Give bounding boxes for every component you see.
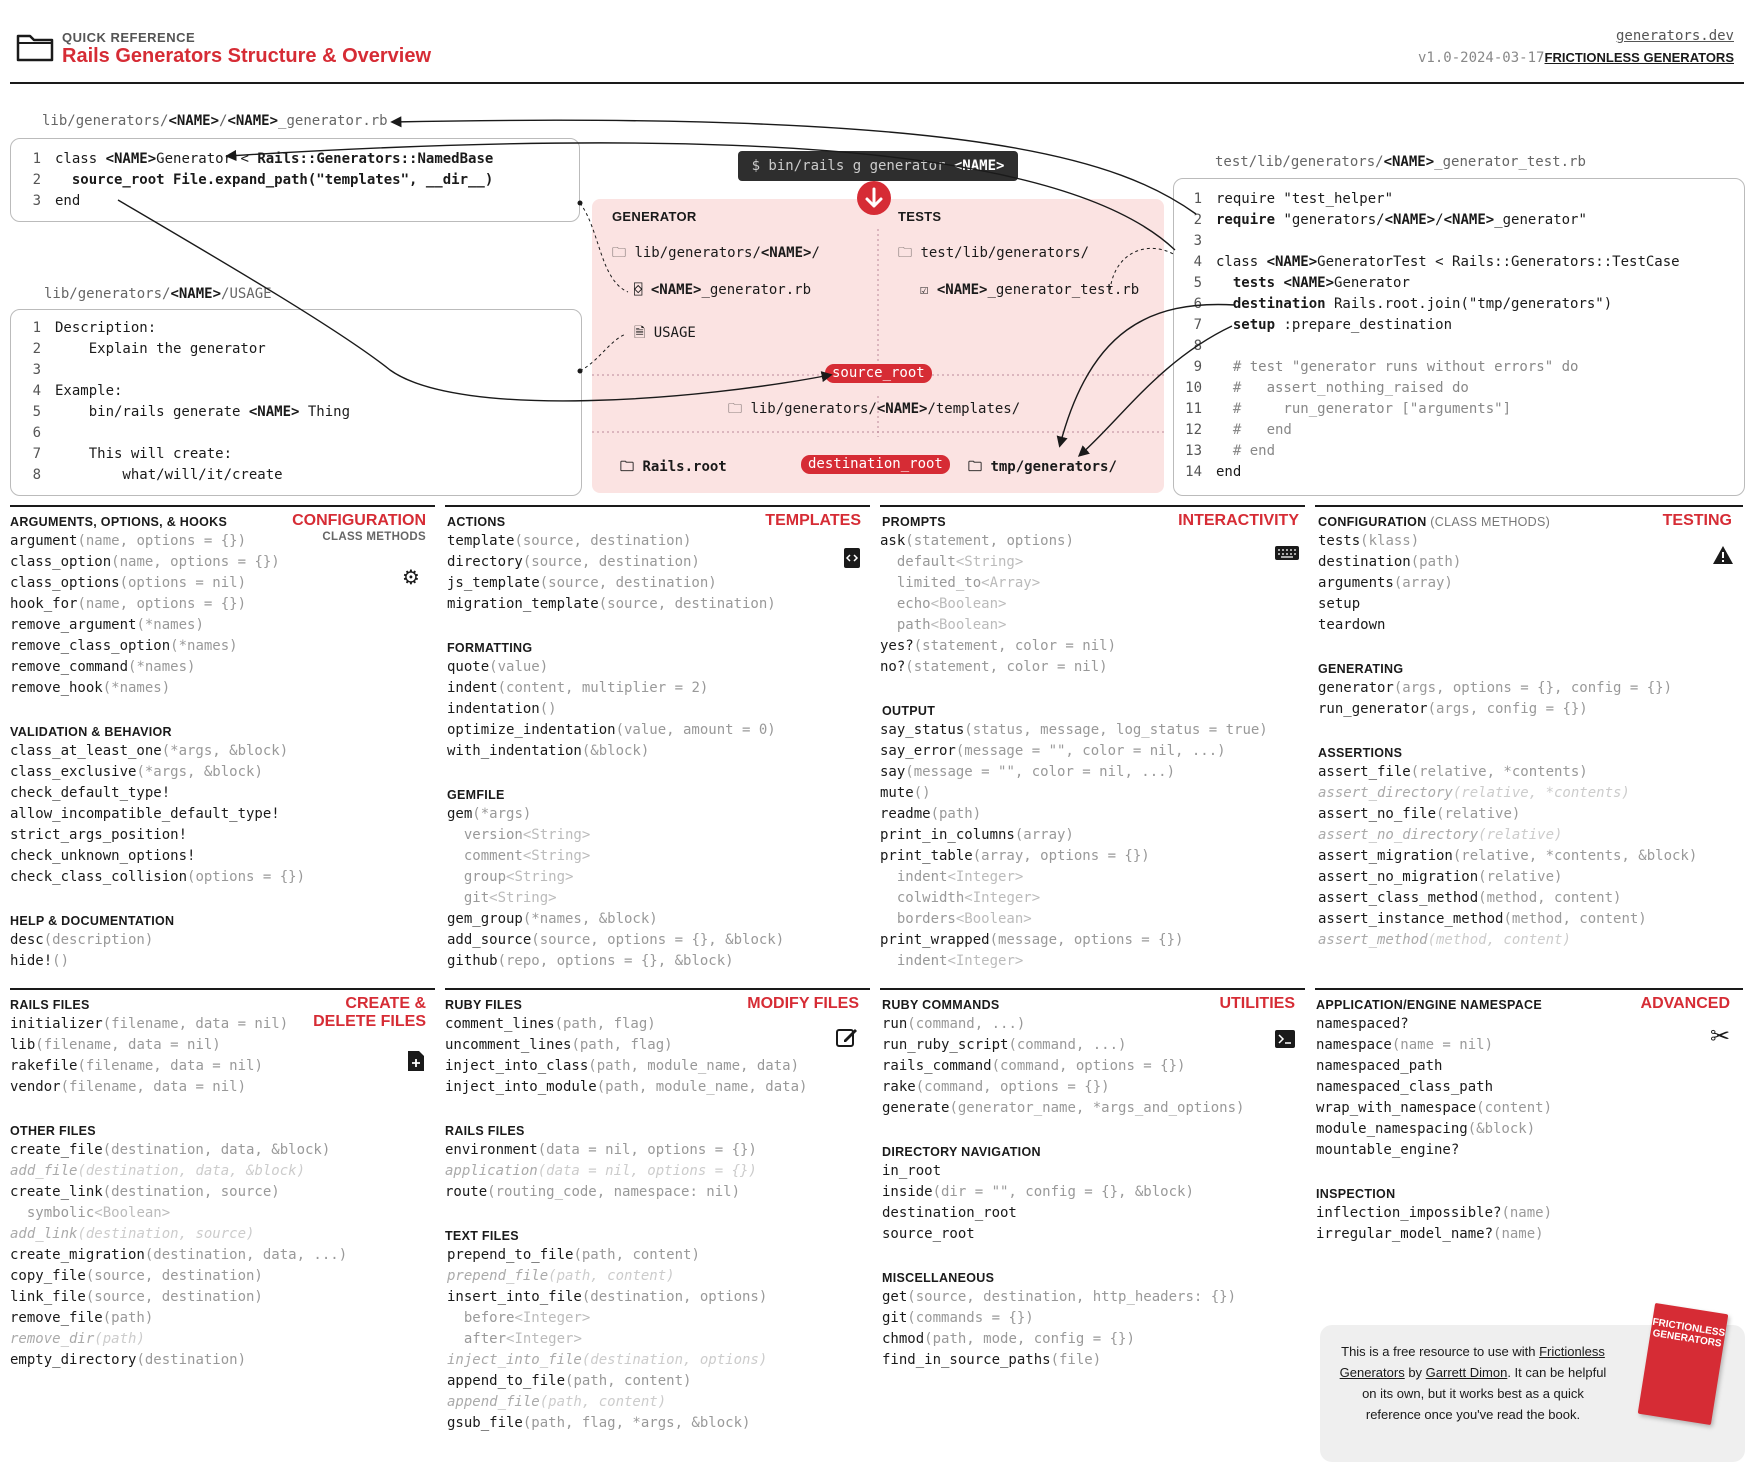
section-heading: INSPECTION: [1316, 1187, 1396, 1201]
method-item: print_in_columns(array): [880, 827, 1074, 843]
tmp-dir: 🗀 tmp/generators/: [968, 459, 1117, 475]
section-rule: [880, 988, 1305, 990]
method-option: echo<Boolean>: [880, 596, 1007, 612]
section-heading: RAILS FILES: [445, 1124, 525, 1138]
method-option: colwidth<Integer>: [880, 890, 1041, 906]
section-heading: GENERATING: [1318, 662, 1404, 676]
section-heading: PROMPTS: [882, 515, 946, 529]
method-item: assert_migration(relative, *contents, &block): [1318, 848, 1698, 864]
method-item: js_template(source, destination): [447, 575, 717, 591]
method-item: allow_incompatible_default_type!: [10, 806, 280, 822]
rails-root: 🗀 Rails.root: [620, 459, 727, 475]
gen-dir: 🗀 lib/generators/<NAME>/: [612, 245, 820, 261]
method-item: in_root: [882, 1163, 942, 1179]
method-option: path<Boolean>: [880, 617, 1007, 633]
category-configuration: CONFIGURATION: [292, 512, 426, 529]
method-item: route(routing_code, namespace: nil): [445, 1184, 741, 1200]
method-item: remove_class_option(*names): [10, 638, 238, 654]
method-item: hook_for(name, options = {}): [10, 596, 247, 612]
section-heading: APPLICATION/ENGINE NAMESPACE: [1316, 998, 1543, 1012]
tests-heading: TESTS: [898, 209, 942, 224]
method-option: symbolic<Boolean>: [10, 1205, 171, 1221]
method-item: print_wrapped(message, options = {}): [880, 932, 1184, 948]
method-option: after<Integer>: [447, 1331, 582, 1347]
method-item: check_unknown_options!: [10, 848, 196, 864]
section-rule: [10, 505, 435, 507]
method-item: desc(description): [10, 932, 154, 948]
section-heading: FORMATTING: [447, 641, 533, 655]
method-item: assert_method(method, content): [1318, 932, 1571, 948]
method-option: borders<Boolean>: [880, 911, 1032, 927]
section-heading: ARGUMENTS, OPTIONS, & HOOKS: [10, 515, 228, 529]
method-item: gem_group(*names, &block): [447, 911, 658, 927]
warning-icon: [1712, 545, 1734, 565]
method-item: template(source, destination): [447, 533, 692, 549]
method-item: run_generator(args, config = {}): [1318, 701, 1588, 717]
method-item: namespaced_class_path: [1316, 1079, 1494, 1095]
method-item: mountable_engine?: [1316, 1142, 1460, 1158]
method-item: generate(generator_name, *args_and_options): [882, 1100, 1245, 1116]
method-item: assert_directory(relative, *contents): [1318, 785, 1630, 801]
section-heading: CONFIGURATION (CLASS METHODS): [1318, 515, 1551, 529]
method-item: argument(name, options = {}): [10, 533, 247, 549]
method-item: tests(klass): [1318, 533, 1420, 549]
gear-icon: ⚙: [402, 565, 420, 589]
code-line: 4 Example:: [32, 383, 123, 399]
section-heading: ACTIONS: [447, 515, 506, 529]
section-rule: [445, 988, 870, 990]
book-cover-image: FRICTIONLESS GENERATORS: [1638, 1303, 1729, 1425]
method-item: append_to_file(path, content): [447, 1373, 692, 1389]
page-title: Rails Generators Structure & Overview: [62, 45, 432, 67]
method-item: find_in_source_paths(file): [882, 1352, 1102, 1368]
method-item: rakefile(filename, data = nil): [10, 1058, 263, 1074]
method-item: yes?(statement, color = nil): [880, 638, 1117, 654]
gen-file: ⌺ <NAME>_generator.rb: [634, 282, 812, 298]
test-code-box: 1 require "test_helper" 2 require "generators/<NAME>/<NAME>_generator" 3 4 class <NAME>GeneratorTest < Rails::Generators::TestCase 5 tests <NAME>Generator 6 destination Rails.root.join("tmp/generators") 7 setup :prepare_destination 8 9 # test "generator runs without errors" do 10 # assert_nothing_raised do 11 # run_generator ["arguments"] 12 # end 13 # end 14 end: [1173, 178, 1745, 496]
method-item: git(commands = {}): [882, 1310, 1034, 1326]
method-item: assert_no_file(relative): [1318, 806, 1521, 822]
method-item: destination_root: [882, 1205, 1017, 1221]
method-item: remove_dir(path): [10, 1331, 145, 1347]
method-option: indent<Integer>: [880, 953, 1024, 969]
method-item: class_options(options = nil): [10, 575, 247, 591]
generator-file-path: lib/generators/<NAME>/<NAME>_generator.rb: [42, 113, 388, 129]
section-heading: VALIDATION & BEHAVIOR: [10, 725, 172, 739]
method-item: with_indentation(&block): [447, 743, 650, 759]
section-heading: MISCELLANEOUS: [882, 1271, 995, 1285]
method-item: prepend_to_file(path, content): [447, 1247, 700, 1263]
method-item: indent(content, multiplier = 2): [447, 680, 709, 696]
method-item: wrap_with_namespace(content): [1316, 1100, 1553, 1116]
section-heading: RUBY COMMANDS: [882, 998, 1000, 1012]
method-item: empty_directory(destination): [10, 1352, 247, 1368]
section-heading: GEMFILE: [447, 788, 505, 802]
method-item: comment_lines(path, flag): [445, 1016, 656, 1032]
method-item: print_table(array, options = {}): [880, 848, 1150, 864]
method-option: group<String>: [447, 869, 574, 885]
method-item: initializer(filename, data = nil): [10, 1016, 289, 1032]
category-create-delete: CREATE & DELETE FILES: [313, 995, 426, 1030]
method-item: inside(dir = "", config = {}, &block): [882, 1184, 1194, 1200]
test-file: ☑ <NAME>_generator_test.rb: [920, 282, 1140, 298]
method-item: directory(source, destination): [447, 554, 700, 570]
section-heading: RAILS FILES: [10, 998, 90, 1012]
code-line: 6: [32, 425, 41, 441]
code-file-icon: [843, 547, 861, 569]
code-line: 2 source_root File.expand_path("templates", __dir__): [32, 172, 494, 188]
section-rule: [10, 988, 435, 990]
method-item: namespaced?: [1316, 1016, 1409, 1032]
destination-root-pill: destination_root: [801, 455, 950, 474]
method-item: link_file(source, destination): [10, 1289, 263, 1305]
method-item: create_link(destination, source): [10, 1184, 280, 1200]
method-item: source_root: [882, 1226, 975, 1242]
method-item: gem(*args): [447, 806, 532, 822]
source-root-pill: source_root: [825, 364, 932, 383]
method-item: run(command, ...): [882, 1016, 1026, 1032]
method-item: assert_no_migration(relative): [1318, 869, 1563, 885]
method-item: environment(data = nil, options = {}): [445, 1142, 757, 1158]
method-item: rake(command, options = {}): [882, 1079, 1110, 1095]
method-item: application(data = nil, options = {}): [445, 1163, 757, 1179]
method-item: inflection_impossible?(name): [1316, 1205, 1553, 1221]
category-modify-files: MODIFY FILES: [747, 995, 859, 1012]
method-option: before<Integer>: [447, 1310, 591, 1326]
method-item: remove_command(*names): [10, 659, 196, 675]
method-item: strict_args_position!: [10, 827, 188, 843]
method-item: create_migration(destination, data, ...): [10, 1247, 348, 1263]
test-dir: 🗀 test/lib/generators/: [898, 245, 1090, 261]
method-item: indentation(): [447, 701, 557, 717]
method-item: optimize_indentation(value, amount = 0): [447, 722, 776, 738]
method-item: migration_template(source, destination): [447, 596, 776, 612]
method-item: append_file(path, content): [447, 1394, 667, 1410]
method-option: version<String>: [447, 827, 591, 843]
method-option: limited_to<Array>: [880, 575, 1041, 591]
version-label: v1.0-2024-03-17: [1418, 50, 1545, 66]
method-item: say(message = "", color = nil, ...): [880, 764, 1176, 780]
method-item: check_class_collision(options = {}): [10, 869, 306, 885]
code-line: 7 This will create:: [32, 446, 233, 462]
method-item: create_file(destination, data, &block): [10, 1142, 331, 1158]
section-heading: TEXT FILES: [445, 1229, 519, 1243]
category-utilities: UTILITIES: [1219, 995, 1295, 1012]
method-item: class_at_least_one(*args, &block): [10, 743, 289, 759]
method-option: default<String>: [880, 554, 1024, 570]
author-link[interactable]: Garrett Dimon: [1425, 1365, 1508, 1380]
method-item: add_source(source, options = {}, &block): [447, 932, 785, 948]
method-item: gsub_file(path, flag, *args, &block): [447, 1415, 751, 1431]
method-item: uncomment_lines(path, flag): [445, 1037, 673, 1053]
method-item: add_link(destination, source): [10, 1226, 255, 1242]
section-heading: OUTPUT: [882, 704, 936, 718]
method-item: assert_no_directory(relative): [1318, 827, 1563, 843]
site-link[interactable]: generators.dev: [1615, 28, 1734, 44]
section-rule: [880, 505, 1305, 507]
method-item: class_option(name, options = {}): [10, 554, 280, 570]
method-item: inject_into_class(path, module_name, data): [445, 1058, 800, 1074]
method-item: check_default_type!: [10, 785, 171, 801]
code-line: 1 Description:: [32, 320, 157, 336]
promo-text: This is a free resource to use with Frictionless Generators by Garrett Dimon. It can be helpful on its own, but it works best as a quick reference once you've read the book.: [1339, 1344, 1607, 1422]
method-item: github(repo, options = {}, &block): [447, 953, 734, 969]
method-item: prepend_file(path, content): [447, 1268, 675, 1284]
method-item: add_file(destination, data, &block): [10, 1163, 306, 1179]
method-item: no?(statement, color = nil): [880, 659, 1108, 675]
method-item: namespaced_path: [1316, 1058, 1443, 1074]
method-item: destination(path): [1318, 554, 1462, 570]
section-heading: OTHER FILES: [10, 1124, 96, 1138]
usage-file-path: lib/generators/<NAME>/USAGE: [44, 286, 272, 302]
new-file-icon: [407, 1050, 425, 1072]
method-item: irregular_model_name?(name): [1316, 1226, 1544, 1242]
method-item: say_error(message = "", color = nil, ...): [880, 743, 1226, 759]
templates-dir: 🗀 lib/generators/<NAME>/templates/: [728, 401, 1021, 417]
code-line: 8 what/will/it/create: [32, 467, 283, 483]
code-line: 3 end: [32, 193, 81, 209]
book-link[interactable]: Frictionless Generators: [1339, 1344, 1605, 1380]
method-item: readme(path): [880, 806, 982, 822]
test-file-path: test/lib/generators/<NAME>_generator_test.rb: [1215, 154, 1586, 170]
section-rule: [1315, 505, 1743, 507]
code-line: 5 bin/rails generate <NAME> Thing: [32, 404, 351, 420]
command-bar: $ bin/rails g generator <NAME>: [738, 151, 1018, 181]
connector-lines: [0, 0, 1750, 520]
method-item: mute(): [880, 785, 931, 801]
method-item: namespace(name = nil): [1316, 1037, 1494, 1053]
method-item: insert_into_file(destination, options): [447, 1289, 768, 1305]
method-item: ask(statement, options): [880, 533, 1074, 549]
terminal-icon: [1275, 1030, 1295, 1048]
section-heading: HELP & DOCUMENTATION: [10, 914, 175, 928]
method-item: remove_hook(*names): [10, 680, 171, 696]
edit-icon: [836, 1026, 858, 1048]
tools-icon: ✂: [1710, 1022, 1731, 1050]
section-rule: [445, 505, 870, 507]
code-line: 2 Explain the generator: [32, 341, 266, 357]
method-item: vendor(filename, data = nil): [10, 1079, 247, 1095]
method-item: chmod(path, mode, config = {}): [882, 1331, 1135, 1347]
section-heading: RUBY FILES: [445, 998, 523, 1012]
method-item: copy_file(source, destination): [10, 1268, 263, 1284]
method-item: module_namespacing(&block): [1316, 1121, 1536, 1137]
method-item: setup: [1318, 596, 1361, 612]
category-advanced: ADVANCED: [1640, 995, 1730, 1012]
category-templates: TEMPLATES: [765, 512, 861, 529]
method-option: comment<String>: [447, 848, 591, 864]
page-kicker: QUICK REFERENCE: [62, 30, 196, 45]
category-interactivity: INTERACTIVITY: [1178, 512, 1299, 529]
code-line: 3: [32, 362, 41, 378]
method-item: teardown: [1318, 617, 1386, 633]
method-item: quote(value): [447, 659, 549, 675]
category-testing: TESTING: [1662, 512, 1732, 529]
usage-file: 🗎 USAGE: [634, 325, 696, 341]
method-item: remove_file(path): [10, 1310, 154, 1326]
brand-link[interactable]: FRICTIONLESS GENERATORS: [1544, 50, 1734, 65]
method-item: assert_class_method(method, content): [1318, 890, 1622, 906]
generator-heading: GENERATOR: [612, 209, 697, 224]
method-option: indent<Integer>: [880, 869, 1024, 885]
method-item: say_status(status, message, log_status = true): [880, 722, 1268, 738]
method-item: run_ruby_script(command, ...): [882, 1037, 1127, 1053]
category-sub: CLASS METHODS: [322, 531, 426, 543]
keyboard-icon: [1275, 546, 1299, 560]
code-line: 1 class <NAME>Generator < Rails::Generators::NamedBase: [32, 151, 494, 167]
method-item: inject_into_module(path, module_name, data): [445, 1079, 808, 1095]
method-item: hide!(): [10, 953, 70, 969]
method-item: lib(filename, data = nil): [10, 1037, 221, 1053]
method-item: get(source, destination, http_headers: {}): [882, 1289, 1237, 1305]
section-heading: DIRECTORY NAVIGATION: [882, 1145, 1041, 1159]
section-rule: [1315, 988, 1743, 990]
method-item: remove_argument(*names): [10, 617, 204, 633]
method-item: assert_instance_method(method, content): [1318, 911, 1647, 927]
method-item: arguments(array): [1318, 575, 1453, 591]
method-item: class_exclusive(*args, &block): [10, 764, 263, 780]
method-item: generator(args, options = {}, config = {}): [1318, 680, 1673, 696]
method-item: inject_into_file(destination, options): [447, 1352, 768, 1368]
section-heading: ASSERTIONS: [1318, 746, 1403, 760]
method-item: rails_command(command, options = {}): [882, 1058, 1186, 1074]
method-item: assert_file(relative, *contents): [1318, 764, 1588, 780]
method-option: git<String>: [447, 890, 557, 906]
